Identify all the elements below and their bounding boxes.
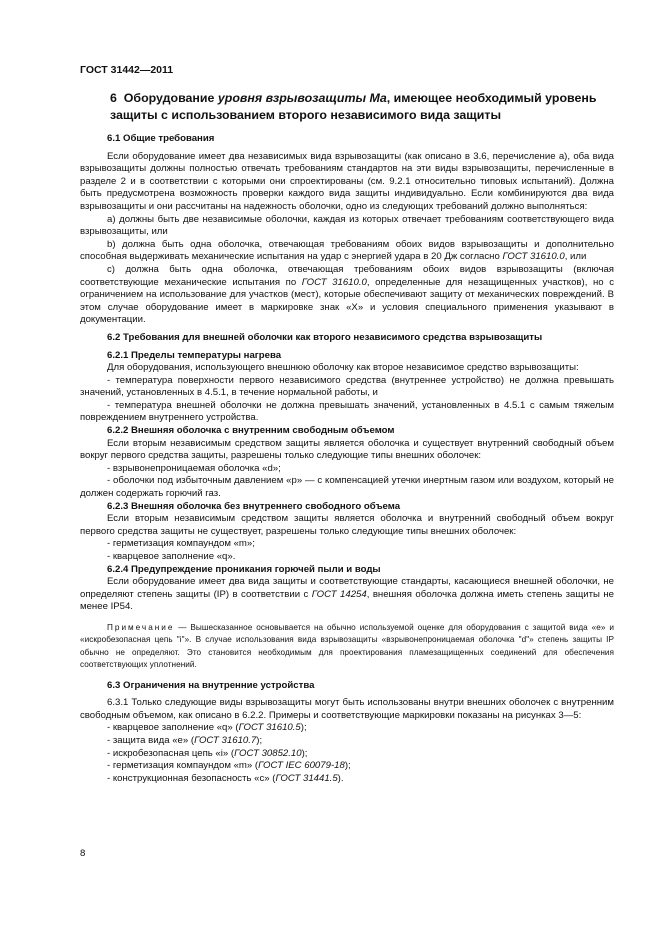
- paragraph-6-2-4: [80, 576, 614, 614]
- list-item-b-ref: ГОСТ 31610.0: [502, 251, 565, 263]
- list-item-end: ).: [337, 772, 344, 784]
- list-item-c-ref: ГОСТ 31610.0: [301, 276, 367, 288]
- section-number: 6: [110, 91, 117, 105]
- section-title-part-a: Оборудование: [123, 91, 218, 105]
- list-item-ref: ГОСТ IEC 60079-18: [258, 760, 345, 772]
- paragraph-6-2-1: Для оборудования, использующего внешнюю оболочку как второе независимое средство взрывозащиты:: [107, 362, 579, 374]
- section-title-italic: уровня взрывозащиты Ma: [217, 91, 387, 105]
- list-item-end: );: [300, 722, 307, 734]
- list-item-6-2-2-2: - оболочки под избыточным давлением «р» — с компенсацией утечки инертным газом или воздухом, который не должен содержать горючий газ.: [80, 475, 614, 500]
- heading-6-2-1: 6.2.1 Пределы температуры нагрева: [107, 349, 282, 361]
- heading-6-2-3: 6.2.3 Внешняя оболочка без внутреннего свободного объема: [107, 500, 401, 512]
- list-item: [80, 735, 614, 748]
- list-item: [80, 748, 614, 761]
- list-item-c: [80, 264, 614, 327]
- list-item-end: );: [301, 747, 308, 759]
- heading-6-2-2: 6.2.2 Внешняя оболочка с внутренним свободным объемом: [107, 425, 395, 437]
- note: [80, 622, 614, 672]
- section-title: [110, 90, 615, 124]
- page-number: 8: [80, 848, 86, 859]
- list-item: [80, 760, 614, 773]
- list-item-ref: ГОСТ 30852.10: [234, 747, 302, 759]
- heading-6-2: 6.2 Требования для внешней оболочки как второго независимого средства взрывозащиты: [107, 331, 543, 343]
- list-item: [80, 722, 614, 735]
- note-label: Примечание: [107, 622, 175, 632]
- list-item-text: - конструкционная безопасность «с» (: [107, 772, 276, 784]
- paragraph-6-2-4-text: Если оборудование имеет два вида защиты и соответствующие стандарты, касающиеся внешней оболочки, не определяют степень защиты (IP) в соответствии с: [80, 576, 614, 600]
- list-item-c-text: с) должна быть одна оболочка, отвечающая требованиям обоих видов взрывозащиты (включая соответствующие механические испытания по: [80, 263, 614, 288]
- list-item-a: а) должны быть две независимые оболочки, каждая из которых отвечает требованиям соответствующего вида взрывозащиты, или: [80, 213, 614, 238]
- list-item-text: - защита вида «е» (: [107, 734, 195, 746]
- paragraph-6-2-4-end: , внешняя оболочка должна иметь степень защиты не менее IP54.: [80, 588, 614, 613]
- list-item: [80, 773, 614, 786]
- heading-6-3: 6.3 Ограничения на внутренние устройства: [107, 679, 315, 691]
- list-item-b-text: b) должна быть одна оболочка, отвечающая требованиям обоих видов взрывозащиты и дополнительно способная выдерживать механические испытания на удар с энергией удара в 20 Дж согласно: [80, 238, 614, 263]
- list-item-c-end: , определенные для незащищенных участков), но с ограничением на использование для участков (мест), которые обеспечивают защиту от механических повреждений. В этом случае оборудование имеет в маркировке знак «X» и условия специального применения указывают в документации.: [80, 276, 614, 326]
- paragraph-6-3-1: 6.3.1 Только следующие виды взрывозащиты могут быть использованы внутри внешних оболочек с внутренним свободным объемом, как описано в 6.2.2. Примеры и соответствующие маркировки показаны на рисунках 3—5:: [80, 697, 614, 721]
- list-item-b: [80, 239, 614, 264]
- list-item-end: );: [256, 734, 263, 746]
- list-item-ref: ГОСТ 31610.5: [238, 722, 301, 734]
- section-title-part-b: , имеющее необходимый уровень защиты с использованием второго независимого вида защиты: [110, 91, 597, 122]
- paragraph-6-1: Если оборудование имеет два независимых вида взрывозащиты (как описано в 3.6, перечисление а), оба вида взрывозащиты должны полностью отвечать требованиям стандартов на эти виды взрывозащиты, перечисленные в разделе 2 и в соответствии с которыми они спроектированы (см. 9.2.1 относительно типовых испытаний). Должна быть предусмотрена возможность проверки каждого вида защиты индивидуально. Если комбинируются два вида взрывозащиты и они рассчитаны на надежность оболочки, одно из следующих требований должно выполняться:: [80, 150, 614, 212]
- paragraph-6-2-3: Если вторым независимым средством защиты является оболочка и внутренний свободный объем вокруг первого средства защиты не существует, разрешены только следующие типы внешних оболочек:: [80, 513, 614, 537]
- list-item-6-2-2-1: - взрывонепроницаемая оболочка «d»;: [107, 462, 281, 474]
- heading-6-2-4: 6.2.4 Предупреждение проникания горючей пыли и воды: [107, 563, 381, 575]
- list-item-ref: ГОСТ 31610.7: [194, 734, 257, 746]
- list-item-text: - герметизация компаундом «m» (: [107, 760, 259, 772]
- note-text: — Вышесказанное основывается на обычно используемой оценке для оборудования с защитой вида «е» и «искробезопасная цепь "i"». В случае использования вида взрывозащиты «взрывонепроницаемая оболочка "d"» степень защиты IP обычно не определяют. Это становится необходимым для проектирования пламезащищенных соединений для обеспечения соответствующих уплотнений.: [80, 622, 614, 670]
- list-item-text: - искробезопасная цепь «i» (: [107, 747, 235, 759]
- document-body: [80, 133, 614, 785]
- paragraph-6-2-4-ref: ГОСТ 14254: [311, 588, 367, 600]
- list-6-3-1: [80, 722, 614, 785]
- page-header: ГОСТ 31442—2011: [80, 64, 174, 76]
- list-item-b-end: , или: [564, 251, 587, 263]
- list-item-text: - кварцевое заполнение «q» (: [107, 722, 239, 734]
- list-item-6-2-1-1: - температура поверхности первого независимого средства (внутреннее устройство) не должна превышать значений, установленных в 4.5.1, в течение нормальной работы, и: [80, 374, 614, 399]
- list-item-ref: ГОСТ 31441.5: [275, 772, 338, 784]
- heading-6-1: 6.1 Общие требования: [107, 133, 215, 144]
- list-item-6-2-3-1: - герметизация компаундом «m»;: [107, 538, 255, 550]
- list-item-end: );: [344, 760, 351, 772]
- list-item-6-2-3-2: - кварцевое заполнение «q».: [107, 551, 236, 562]
- paragraph-6-2-2: Если вторым независимым средством защиты является оболочка и существует внутренний свободный объем вокруг первого средства защиты, разрешены только следующие типы внешних оболочек:: [80, 437, 614, 462]
- list-item-6-2-1-2: - температура внешней оболочки не должна превышать значений, установленных в 4.5.1 с самым тяжелым повреждением внутреннего устройства.: [80, 399, 614, 424]
